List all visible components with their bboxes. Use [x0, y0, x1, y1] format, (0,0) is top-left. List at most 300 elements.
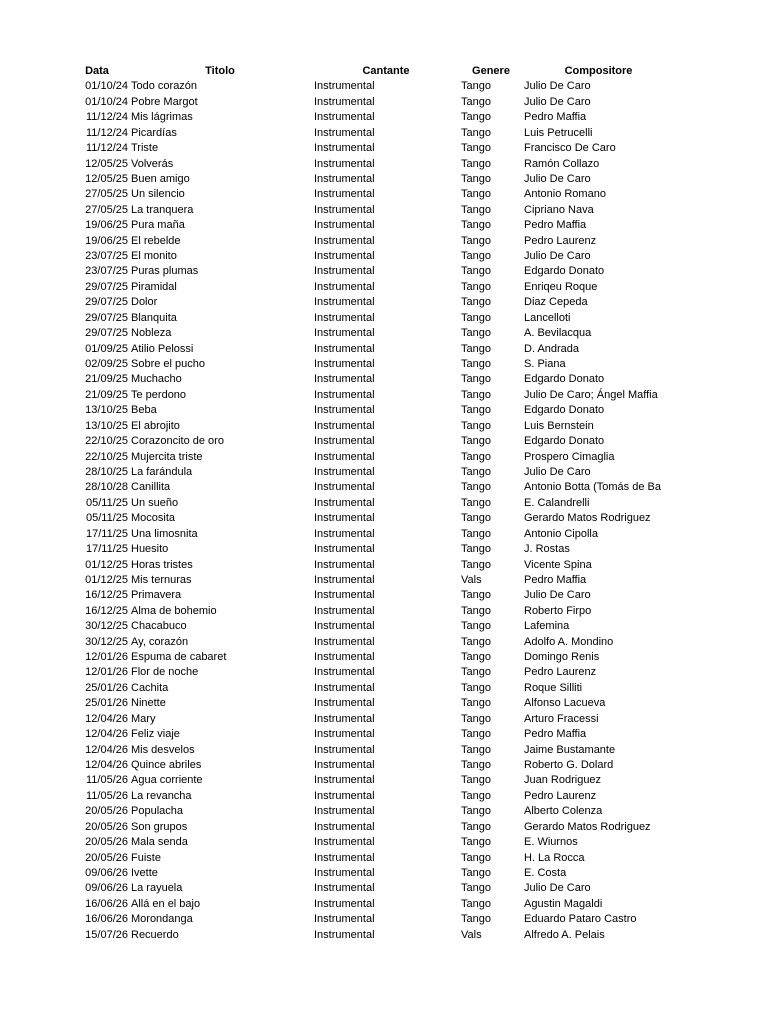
cell-genre: Tango: [461, 866, 491, 879]
cell-title: Un silencio: [131, 188, 185, 201]
cell-composer: E. Calandrelli: [524, 496, 590, 509]
table-row: [0, 804, 768, 819]
cell-date: 02/09/25: [85, 358, 128, 371]
cell-title: Fuiste: [131, 851, 161, 864]
cell-title: El monito: [131, 250, 177, 263]
cell-singer: Instrumental: [314, 635, 375, 648]
cell-singer: Instrumental: [314, 666, 375, 679]
cell-singer: Instrumental: [314, 234, 375, 247]
cell-title: La tranquera: [131, 203, 194, 216]
cell-genre: Tango: [461, 558, 491, 571]
cell-singer: Instrumental: [314, 373, 375, 386]
cell-singer: Instrumental: [314, 450, 375, 463]
table-row: [0, 295, 768, 310]
cell-composer: Enriqeu Roque: [524, 280, 598, 293]
cell-singer: Instrumental: [314, 836, 375, 849]
cell-date: 28/10/25: [85, 465, 128, 478]
table-row: [0, 681, 768, 696]
cell-genre: Tango: [461, 728, 491, 741]
cell-title: Mocosita: [131, 512, 176, 525]
cell-genre: Vals: [461, 573, 482, 586]
cell-singer: Instrumental: [314, 789, 375, 802]
cell-singer: Instrumental: [314, 651, 375, 664]
cell-genre: Tango: [461, 188, 491, 201]
table-row: [0, 419, 768, 434]
cell-date: 19/06/25: [85, 219, 128, 232]
header-row: [0, 64, 768, 79]
cell-genre: Tango: [461, 836, 491, 849]
cell-genre: Tango: [461, 527, 491, 540]
cell-genre: Tango: [461, 743, 491, 756]
cell-singer: Instrumental: [314, 882, 375, 895]
header-singer: Cantante: [362, 65, 410, 77]
cell-genre: Tango: [461, 496, 491, 509]
cell-composer: Luis Petrucelli: [524, 126, 593, 139]
cell-date: 01/10/24: [85, 80, 128, 93]
cell-date: 12/01/26: [85, 666, 128, 679]
cell-title: Sobre el pucho: [131, 358, 205, 371]
cell-title: Ninette: [131, 697, 166, 710]
table-row: [0, 696, 768, 711]
cell-singer: Instrumental: [314, 851, 375, 864]
cell-genre: Tango: [461, 327, 491, 340]
cell-date: 25/01/26: [85, 681, 128, 694]
cell-genre: Tango: [461, 913, 491, 926]
table-row: [0, 758, 768, 773]
cell-date: 12/05/25: [85, 172, 128, 185]
cell-singer: Instrumental: [314, 388, 375, 401]
table-row: [0, 542, 768, 557]
cell-title: Mis lágrimas: [131, 111, 193, 124]
cell-date: 16/12/25: [85, 589, 128, 602]
cell-date: 23/07/25: [85, 250, 128, 263]
table-row: [0, 712, 768, 727]
cell-title: Alma de bohemio: [131, 604, 217, 617]
table-row: [0, 249, 768, 264]
cell-composer: A. Bevilacqua: [524, 327, 592, 340]
cell-date: 20/05/26: [85, 836, 128, 849]
cell-date: 27/05/25: [85, 188, 128, 201]
cell-singer: Instrumental: [314, 296, 375, 309]
cell-title: Ivette: [131, 866, 158, 879]
table-row: [0, 480, 768, 495]
cell-genre: Tango: [461, 296, 491, 309]
cell-composer: Julio De Caro: [524, 882, 591, 895]
cell-singer: Instrumental: [314, 743, 375, 756]
cell-date: 27/05/25: [85, 203, 128, 216]
cell-date: 13/10/25: [85, 419, 128, 432]
table-row: [0, 496, 768, 511]
cell-date: 16/06/26: [85, 913, 128, 926]
header-date: Data: [85, 65, 109, 77]
cell-date: 21/09/25: [85, 388, 128, 401]
cell-singer: Instrumental: [314, 95, 375, 108]
table-row: [0, 604, 768, 619]
cell-title: Populacha: [131, 805, 183, 818]
cell-date: 09/06/26: [85, 866, 128, 879]
cell-genre: Tango: [461, 481, 491, 494]
cell-composer: Pedro Maffia: [524, 219, 587, 232]
cell-date: 05/11/25: [85, 496, 128, 509]
cell-date: 20/05/26: [85, 805, 128, 818]
table-row: [0, 342, 768, 357]
cell-singer: Instrumental: [314, 280, 375, 293]
cell-date: 12/04/26: [85, 712, 128, 725]
cell-title: Dolor: [131, 296, 158, 309]
cell-genre: Tango: [461, 512, 491, 525]
cell-composer: Edgardo Donato: [524, 265, 605, 278]
cell-genre: Tango: [461, 604, 491, 617]
cell-composer: Antonio Cipolla: [524, 527, 598, 540]
cell-genre: Tango: [461, 774, 491, 787]
cell-title: La farándula: [131, 465, 193, 478]
table-row: [0, 465, 768, 480]
cell-date: 12/04/26: [85, 758, 128, 771]
cell-date: 11/12/24: [85, 111, 128, 124]
table-row: [0, 326, 768, 341]
cell-composer: Alfredo A. Pelais: [524, 928, 605, 941]
cell-composer: D. Andrada: [524, 342, 580, 355]
table-row: [0, 881, 768, 896]
cell-composer: Domingo Renis: [524, 651, 600, 664]
cell-genre: Tango: [461, 758, 491, 771]
cell-composer: Julio De Caro: [524, 172, 591, 185]
cell-singer: Instrumental: [314, 157, 375, 170]
cell-singer: Instrumental: [314, 203, 375, 216]
cell-date: 05/11/25: [85, 512, 128, 525]
cell-date: 21/09/25: [85, 373, 128, 386]
table-row: [0, 789, 768, 804]
cell-date: 29/07/25: [85, 311, 128, 324]
table-row: [0, 372, 768, 387]
cell-title: Pura maña: [131, 219, 185, 232]
table-row: [0, 619, 768, 634]
cell-title: Allá en el bajo: [131, 897, 201, 910]
cell-genre: Tango: [461, 280, 491, 293]
table-row: [0, 388, 768, 403]
cell-composer: Gerardo Matos Rodriguez: [524, 512, 651, 525]
cell-date: 11/12/24: [85, 126, 128, 139]
cell-singer: Instrumental: [314, 342, 375, 355]
cell-title: Corazoncito de oro: [131, 435, 224, 448]
cell-title: Canillita: [131, 481, 171, 494]
cell-genre: Tango: [461, 419, 491, 432]
cell-date: 17/11/25: [85, 527, 128, 540]
cell-genre: Tango: [461, 681, 491, 694]
cell-composer: Luis Bernstein: [524, 419, 594, 432]
cell-title: Te perdono: [131, 388, 187, 401]
cell-date: 16/12/25: [85, 604, 128, 617]
cell-composer: Edgardo Donato: [524, 435, 605, 448]
cell-date: 12/04/26: [85, 743, 128, 756]
cell-singer: Instrumental: [314, 126, 375, 139]
table-row: [0, 588, 768, 603]
cell-title: Ay, corazón: [131, 635, 189, 648]
table-row: [0, 912, 768, 927]
cell-title: Blanquita: [131, 311, 177, 324]
cell-date: 11/05/26: [85, 789, 128, 802]
cell-composer: Alfonso Lacueva: [524, 697, 606, 710]
table-row: [0, 835, 768, 850]
cell-date: 20/05/26: [85, 851, 128, 864]
table-row: [0, 635, 768, 650]
cell-composer: Antonio Botta (Tomás de Ba: [524, 481, 661, 494]
cell-title: Una limosnita: [131, 527, 198, 540]
cell-date: 11/12/24: [85, 142, 128, 155]
cell-date: 13/10/25: [85, 404, 128, 417]
cell-date: 12/04/26: [85, 728, 128, 741]
cell-singer: Instrumental: [314, 928, 375, 941]
cell-title: Son grupos: [131, 820, 188, 833]
cell-title: Espuma de cabaret: [131, 651, 227, 664]
cell-composer: Alberto Colenza: [524, 805, 603, 818]
cell-genre: Tango: [461, 851, 491, 864]
cell-singer: Instrumental: [314, 419, 375, 432]
cell-date: 29/07/25: [85, 280, 128, 293]
cell-date: 19/06/25: [85, 234, 128, 247]
cell-composer: Ramón Collazo: [524, 157, 600, 170]
spreadsheet-table: [0, 64, 768, 943]
cell-genre: Tango: [461, 543, 491, 556]
cell-date: 17/11/25: [85, 543, 128, 556]
cell-genre: Tango: [461, 311, 491, 324]
cell-title: Cachita: [131, 681, 169, 694]
cell-title: Horas tristes: [131, 558, 193, 571]
cell-date: 29/07/25: [85, 327, 128, 340]
cell-singer: Instrumental: [314, 558, 375, 571]
cell-title: Un sueño: [131, 496, 179, 509]
cell-composer: Roberto G. Dolard: [524, 758, 614, 771]
cell-date: 30/12/25: [85, 620, 128, 633]
cell-date: 12/05/25: [85, 157, 128, 170]
cell-composer: Julio De Caro: [524, 250, 591, 263]
table-body: [0, 79, 768, 943]
cell-singer: Instrumental: [314, 820, 375, 833]
cell-title: Mujercita triste: [131, 450, 203, 463]
table-row: [0, 511, 768, 526]
cell-singer: Instrumental: [314, 620, 375, 633]
cell-date: 09/06/26: [85, 882, 128, 895]
cell-composer: Arturo Fracessi: [524, 712, 599, 725]
table-row: [0, 727, 768, 742]
cell-genre: Tango: [461, 234, 491, 247]
cell-composer: Adolfo A. Mondino: [524, 635, 614, 648]
cell-composer: Julio De Caro: [524, 465, 591, 478]
cell-genre: Tango: [461, 882, 491, 895]
cell-title: Recuerdo: [131, 928, 179, 941]
cell-genre: Tango: [461, 897, 491, 910]
cell-composer: Prospero Cimaglia: [524, 450, 615, 463]
cell-singer: Instrumental: [314, 111, 375, 124]
cell-singer: Instrumental: [314, 358, 375, 371]
cell-genre: Tango: [461, 250, 491, 263]
cell-date: 01/12/25: [85, 558, 128, 571]
cell-singer: Instrumental: [314, 543, 375, 556]
table-row: [0, 434, 768, 449]
cell-date: 15/07/26: [85, 928, 128, 941]
cell-genre: Tango: [461, 95, 491, 108]
cell-title: Morondanga: [131, 913, 193, 926]
cell-composer: S. Piana: [524, 358, 566, 371]
cell-composer: Cipriano Nava: [524, 203, 594, 216]
table-row: [0, 172, 768, 187]
cell-title: El abrojito: [131, 419, 180, 432]
cell-composer: Agustin Magaldi: [524, 897, 603, 910]
cell-genre: Tango: [461, 712, 491, 725]
cell-composer: Julio De Caro: [524, 95, 591, 108]
cell-genre: Tango: [461, 589, 491, 602]
cell-genre: Tango: [461, 342, 491, 355]
table-row: [0, 851, 768, 866]
cell-genre: Tango: [461, 80, 491, 93]
cell-composer: Francisco De Caro: [524, 142, 616, 155]
header-composer: Compositore: [564, 65, 633, 77]
cell-composer: Jaime Bustamante: [524, 743, 616, 756]
cell-date: 01/09/25: [85, 342, 128, 355]
header-genre: Genere: [472, 65, 510, 77]
cell-genre: Tango: [461, 142, 491, 155]
cell-singer: Instrumental: [314, 774, 375, 787]
table-row: [0, 110, 768, 125]
cell-composer: Pedro Laurenz: [524, 789, 597, 802]
cell-genre: Tango: [461, 358, 491, 371]
cell-title: Muchacho: [131, 373, 182, 386]
cell-title: Mala senda: [131, 836, 188, 849]
cell-singer: Instrumental: [314, 172, 375, 185]
cell-genre: Tango: [461, 450, 491, 463]
cell-title: Flor de noche: [131, 666, 199, 679]
cell-genre: Tango: [461, 388, 491, 401]
cell-singer: Instrumental: [314, 465, 375, 478]
table-row: [0, 126, 768, 141]
table-row: [0, 187, 768, 202]
cell-composer: Pedro Maffia: [524, 111, 587, 124]
table-row: [0, 357, 768, 372]
cell-title: Huesito: [131, 543, 169, 556]
cell-singer: Instrumental: [314, 327, 375, 340]
cell-composer: Diaz Cepeda: [524, 296, 588, 309]
table-row: [0, 450, 768, 465]
table-row: [0, 79, 768, 94]
cell-singer: Instrumental: [314, 589, 375, 602]
cell-singer: Instrumental: [314, 188, 375, 201]
cell-singer: Instrumental: [314, 805, 375, 818]
cell-composer: Pedro Maffia: [524, 728, 587, 741]
cell-title: Feliz viaje: [131, 728, 180, 741]
cell-genre: Tango: [461, 789, 491, 802]
cell-title: El rebelde: [131, 234, 181, 247]
table-row: [0, 157, 768, 172]
cell-singer: Instrumental: [314, 681, 375, 694]
cell-singer: Instrumental: [314, 573, 375, 586]
cell-composer: Lafemina: [524, 620, 570, 633]
cell-composer: Edgardo Donato: [524, 373, 605, 386]
table-row: [0, 650, 768, 665]
table-row: [0, 665, 768, 680]
table-row: [0, 141, 768, 156]
header-title: Titolo: [205, 65, 235, 77]
cell-composer: Julio De Caro: [524, 80, 591, 93]
table-row: [0, 311, 768, 326]
table-row: [0, 234, 768, 249]
cell-date: 28/10/28: [85, 481, 128, 494]
table-row: [0, 218, 768, 233]
cell-singer: Instrumental: [314, 512, 375, 525]
cell-composer: Juan Rodriguez: [524, 774, 602, 787]
cell-genre: Tango: [461, 157, 491, 170]
cell-date: 11/05/26: [85, 774, 128, 787]
cell-singer: Instrumental: [314, 250, 375, 263]
table-row: [0, 897, 768, 912]
cell-composer: Antonio Romano: [524, 188, 606, 201]
cell-genre: Tango: [461, 465, 491, 478]
cell-composer: J. Rostas: [524, 543, 570, 556]
cell-singer: Instrumental: [314, 435, 375, 448]
cell-date: 30/12/25: [85, 635, 128, 648]
cell-title: Chacabuco: [131, 620, 187, 633]
cell-singer: Instrumental: [314, 712, 375, 725]
cell-date: 16/06/26: [85, 897, 128, 910]
cell-singer: Instrumental: [314, 913, 375, 926]
table-row: [0, 403, 768, 418]
cell-title: Todo corazón: [131, 80, 198, 93]
cell-title: Volverás: [131, 157, 174, 170]
cell-singer: Instrumental: [314, 866, 375, 879]
cell-genre: Tango: [461, 373, 491, 386]
cell-singer: Instrumental: [314, 604, 375, 617]
cell-composer: Eduardo Pataro Castro: [524, 913, 637, 926]
table-row: [0, 743, 768, 758]
cell-title: Pobre Margot: [131, 95, 198, 108]
cell-composer: Pedro Laurenz: [524, 234, 597, 247]
cell-singer: Instrumental: [314, 728, 375, 741]
cell-title: La revancha: [131, 789, 192, 802]
cell-date: 20/05/26: [85, 820, 128, 833]
table-row: [0, 573, 768, 588]
cell-genre: Tango: [461, 805, 491, 818]
cell-title: Mis desvelos: [131, 743, 195, 756]
table-row: [0, 866, 768, 881]
cell-composer: Roberto Firpo: [524, 604, 592, 617]
cell-composer: Gerardo Matos Rodriguez: [524, 820, 651, 833]
cell-genre: Tango: [461, 666, 491, 679]
cell-title: Mary: [131, 712, 156, 725]
cell-singer: Instrumental: [314, 496, 375, 509]
cell-genre: Tango: [461, 404, 491, 417]
cell-genre: Tango: [461, 620, 491, 633]
cell-genre: Tango: [461, 435, 491, 448]
cell-title: Picardías: [131, 126, 177, 139]
cell-composer: Roque Silliti: [524, 681, 583, 694]
cell-title: Atilio Pelossi: [131, 342, 194, 355]
cell-date: 25/01/26: [85, 697, 128, 710]
cell-date: 22/10/25: [85, 435, 128, 448]
cell-singer: Instrumental: [314, 311, 375, 324]
cell-composer: Pedro Laurenz: [524, 666, 597, 679]
cell-title: Mis ternuras: [131, 573, 192, 586]
table-row: [0, 820, 768, 835]
table-row: [0, 203, 768, 218]
cell-singer: Instrumental: [314, 481, 375, 494]
table-row: [0, 95, 768, 110]
cell-composer: Julio De Caro: [524, 589, 591, 602]
cell-genre: Tango: [461, 635, 491, 648]
cell-composer: Edgardo Donato: [524, 404, 605, 417]
table-row: [0, 773, 768, 788]
table-row: [0, 280, 768, 295]
cell-title: Primavera: [131, 589, 182, 602]
cell-singer: Instrumental: [314, 897, 375, 910]
